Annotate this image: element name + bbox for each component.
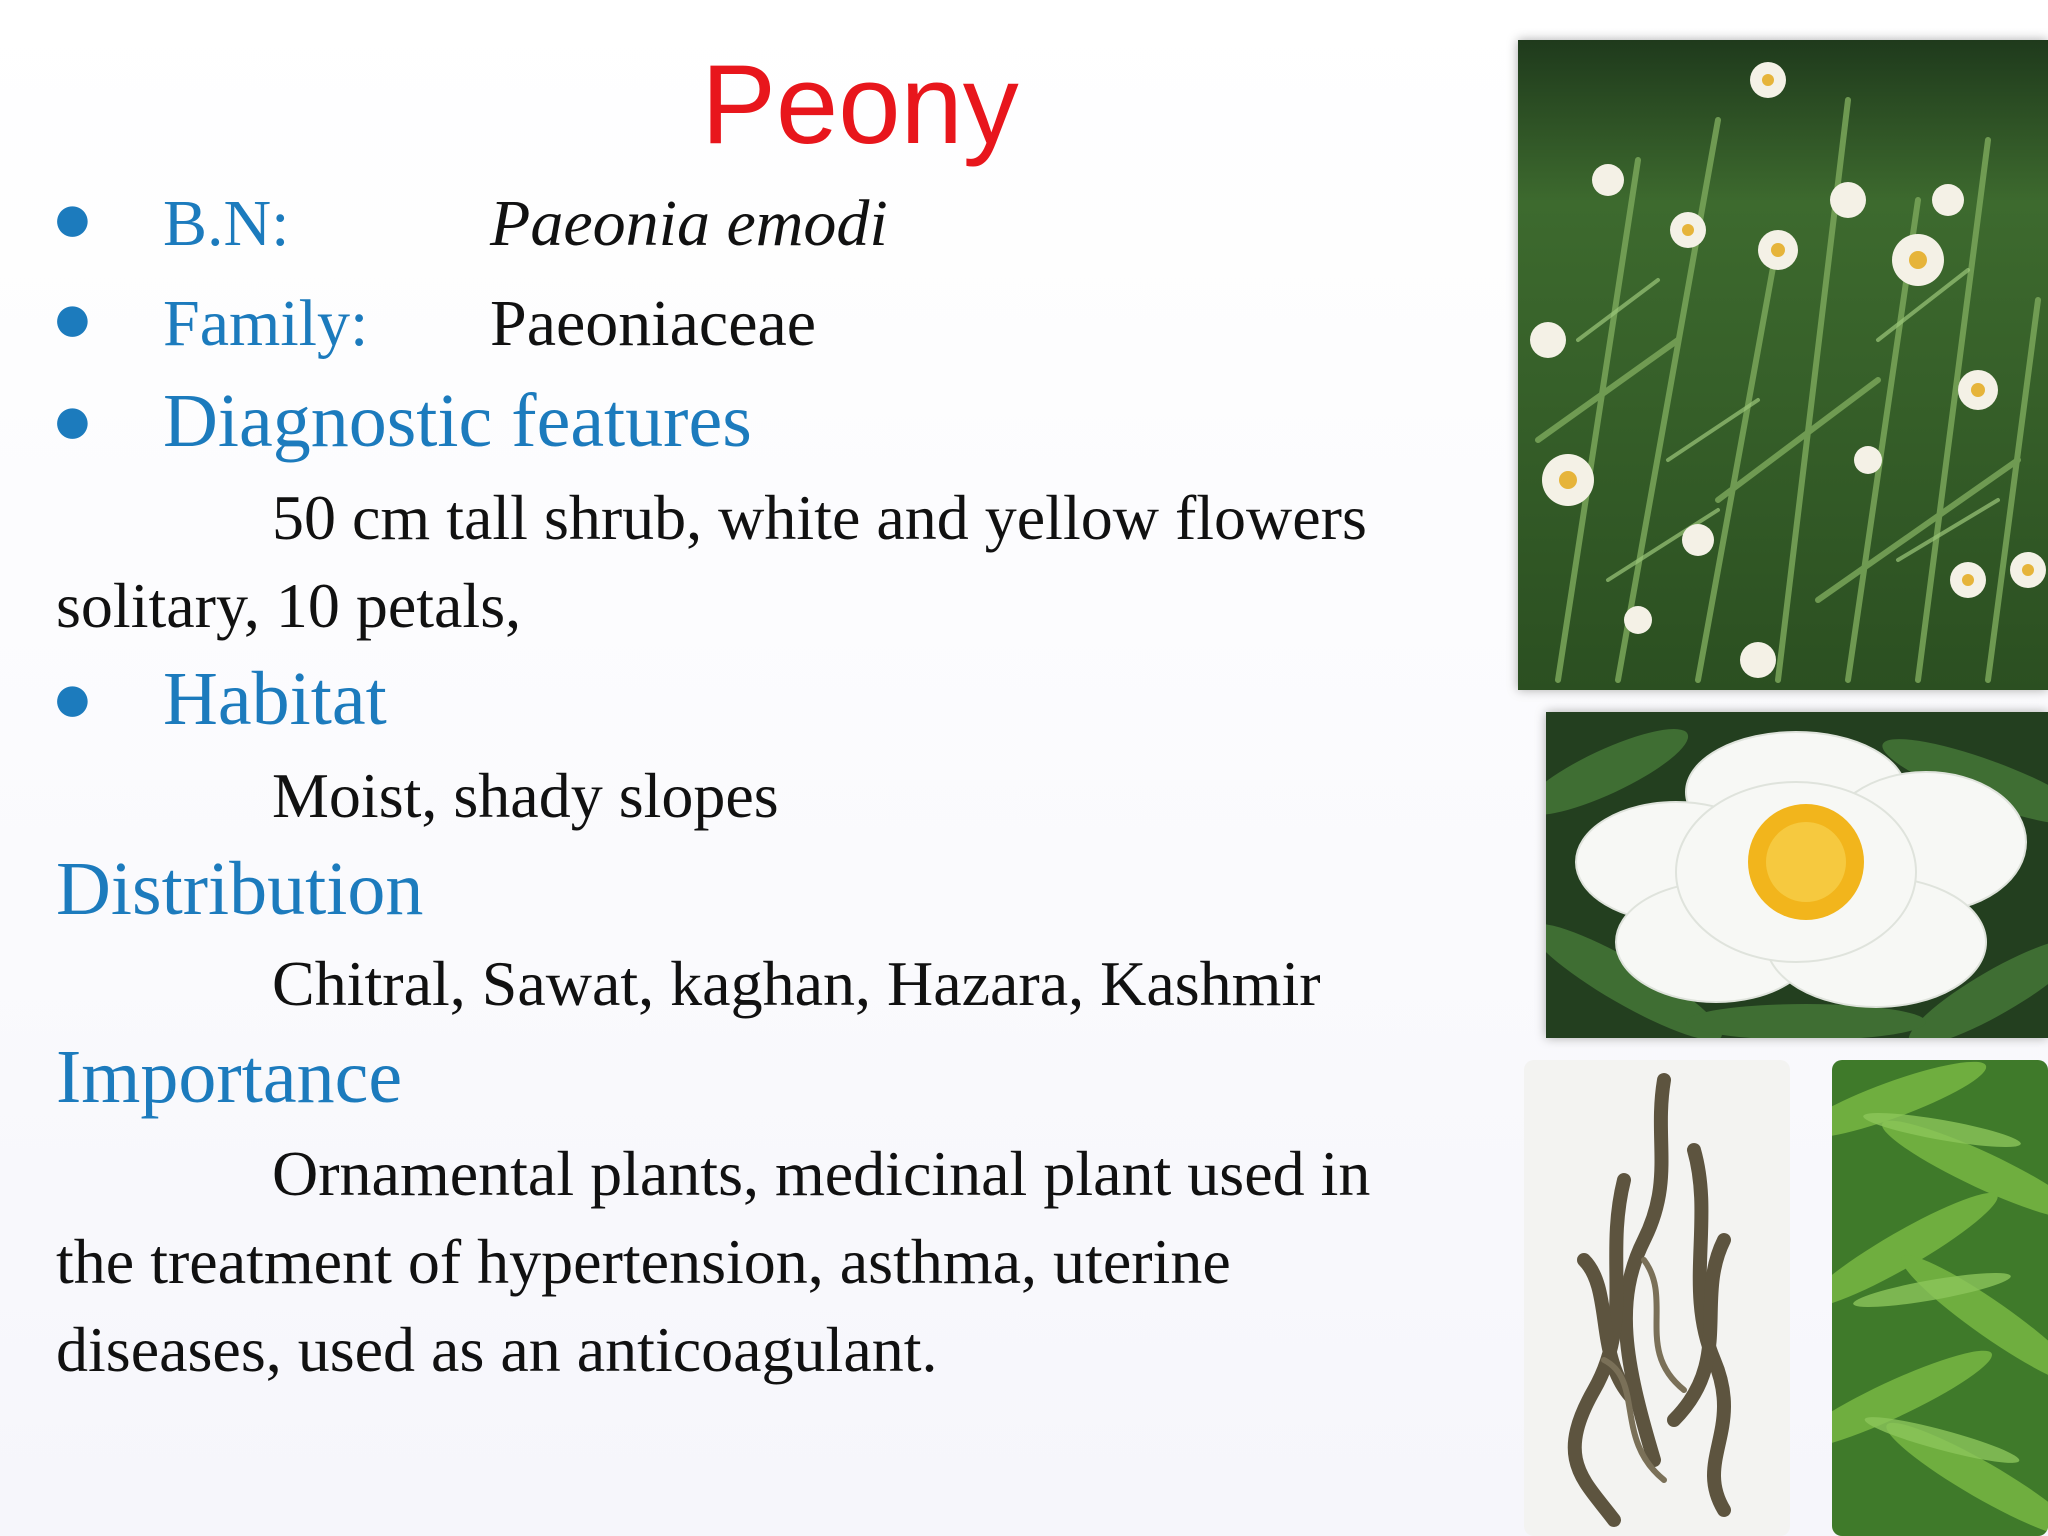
peony-flower-photo xyxy=(1546,712,2048,1038)
distribution-heading: Distribution xyxy=(56,847,424,931)
bullet-icon: ● xyxy=(55,296,90,342)
family-value: Paeoniaceae xyxy=(490,287,817,360)
distribution-line: Chitral, Sawat, kaghan, Hazara, Kashmir xyxy=(272,948,1321,1019)
leaves-photo xyxy=(1832,1060,2048,1536)
family-label: Family: xyxy=(163,287,369,360)
importance-heading: Importance xyxy=(56,1035,403,1119)
diagnostic-line-1: 50 cm tall shrub, white and yellow flowers xyxy=(272,482,1367,553)
bullet-icon: ● xyxy=(55,196,90,242)
bullet-icon: ● xyxy=(55,676,90,722)
habitat-heading: Habitat xyxy=(163,657,387,741)
distribution-text xyxy=(56,940,1536,1028)
diagnostic-text xyxy=(56,474,1536,650)
diagnostic-heading: Diagnostic features xyxy=(163,379,752,463)
habitat-line: Moist, shady slopes xyxy=(272,760,779,831)
importance-line-2: the treatment of hypertension, asthma, uterine xyxy=(56,1226,1231,1297)
bullet-icon: ● xyxy=(55,398,90,444)
importance-text xyxy=(56,1130,1536,1394)
slide-title: Peony xyxy=(701,42,1019,167)
peony-shrub-photo xyxy=(1518,40,2048,690)
diagnostic-line-2: solitary, 10 petals, xyxy=(56,570,522,641)
bn-value: Paeonia emodi xyxy=(490,187,888,260)
habitat-text xyxy=(56,752,1536,840)
bn-label: B.N: xyxy=(163,187,290,260)
importance-line-3: diseases, used as an anticoagulant. xyxy=(56,1314,938,1385)
importance-line-1: Ornamental plants, medicinal plant used in xyxy=(272,1138,1371,1209)
dried-root-photo xyxy=(1524,1060,1790,1536)
